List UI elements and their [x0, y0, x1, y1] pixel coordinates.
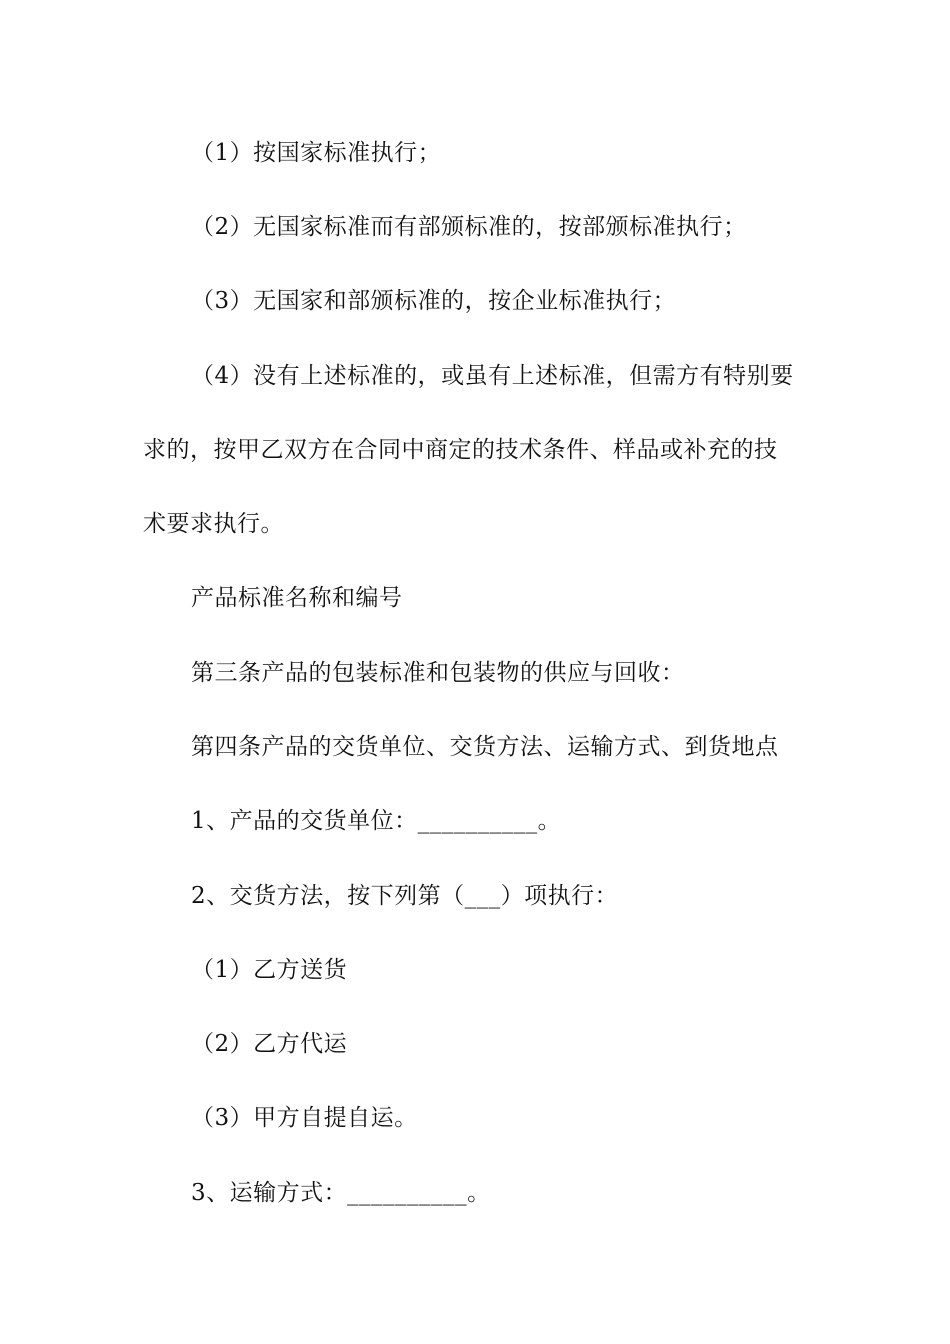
clause-item-2: （2）无国家标准而有部颁标准的，按部颁标准执行； [191, 214, 747, 240]
clause-item-4-line-3: 术要求执行。 [143, 511, 284, 537]
delivery-method-line: 2、交货方法，按下列第（___）项执行： [191, 883, 619, 909]
article-three-heading: 第三条产品的包装标准和包装物的供应与回收： [191, 660, 685, 686]
article-four-heading: 第四条产品的交货单位、交货方法、运输方式、到货地点 [191, 734, 779, 760]
delivery-option-1: （1）乙方送货 [191, 957, 348, 983]
clause-item-1: （1）按国家标准执行； [191, 140, 442, 166]
product-standard-label: 产品标准名称和编号 [191, 585, 403, 611]
clause-item-4-line-1: （4）没有上述标准的，或虽有上述标准，但需方有特别要 [191, 363, 794, 389]
clause-item-4-line-2: 求的，按甲乙双方在合同中商定的技术条件、样品或补充的技 [143, 437, 778, 463]
delivery-unit-line: 1、产品的交货单位：__________。 [191, 808, 562, 834]
clause-item-3: （3）无国家和部颁标准的，按企业标准执行； [191, 288, 677, 314]
delivery-option-3: （3）甲方自提自运。 [191, 1105, 418, 1131]
transport-method-line: 3、运输方式：__________。 [191, 1180, 491, 1206]
delivery-option-2: （2）乙方代运 [191, 1031, 348, 1057]
